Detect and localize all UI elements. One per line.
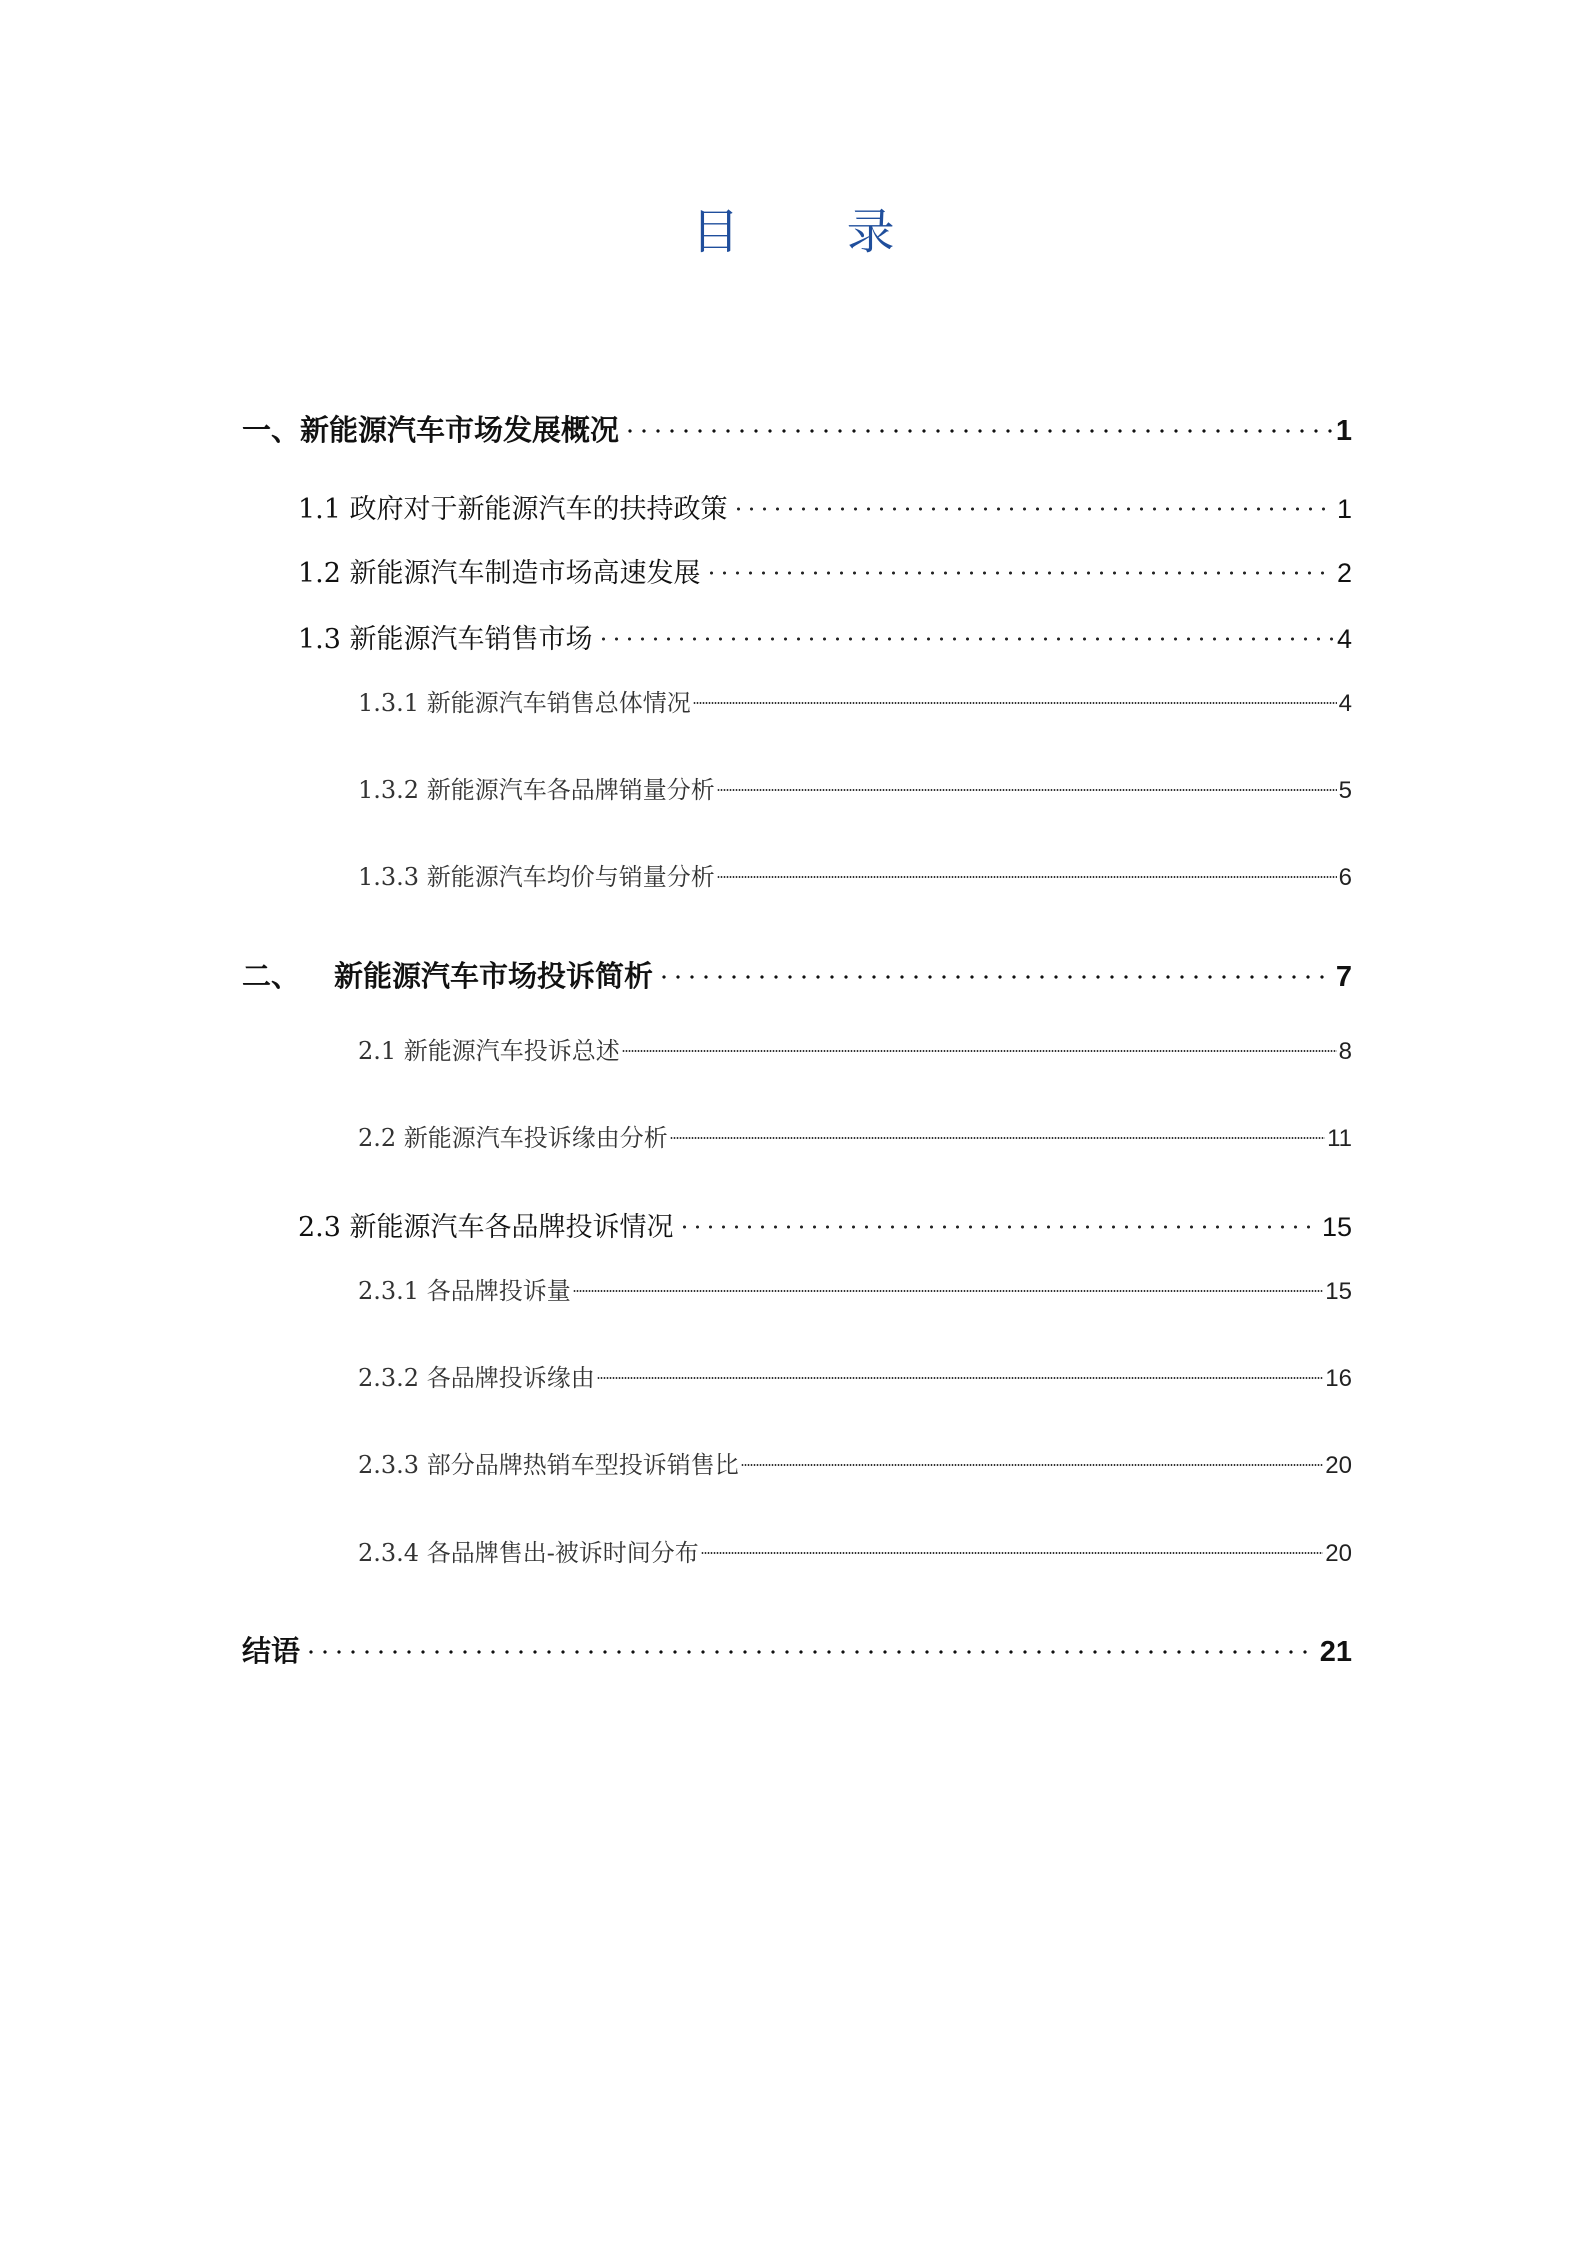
toc-page-number: 6 (1338, 864, 1352, 891)
toc-entry-label (242, 956, 653, 996)
dot-leader (623, 400, 1332, 440)
dot-leader (693, 677, 1337, 711)
toc-entry-label: 1.3.3 新能源汽车均价与销量分析 (358, 863, 715, 891)
dot-leader (717, 764, 1337, 798)
toc-page-number: 2 (1336, 558, 1352, 588)
toc-entry-2-1[interactable] (358, 1025, 1352, 1065)
toc-entry-1-3-2[interactable] (358, 764, 1352, 804)
chapter-number: 二、 (242, 959, 301, 993)
toc-entry-label: 2.3.2 各品牌投诉缘由 (358, 1364, 595, 1392)
toc-page-number: 4 (1336, 624, 1352, 654)
toc-entry-label: 1.3.2 新能源汽车各品牌销量分析 (358, 776, 715, 804)
dot-leader (732, 480, 1333, 518)
toc-entry-2-3-3[interactable] (358, 1439, 1352, 1479)
dot-leader (622, 1025, 1337, 1059)
toc-page-number: 20 (1325, 1540, 1352, 1567)
dot-leader (701, 1527, 1323, 1561)
chapter-title: 新能源汽车市场投诉简析 (334, 959, 654, 993)
toc-entry-label: 2.3.3 部分品牌热销车型投诉销售比 (358, 1451, 739, 1479)
toc-page-number: 1 (1335, 415, 1352, 447)
toc-entry-label: 2.3.1 各品牌投诉量 (358, 1277, 571, 1305)
dot-leader (304, 1621, 1316, 1661)
toc-entry-label: 1.1 政府对于新能源汽车的扶持政策 (298, 494, 728, 525)
toc-page-number: 1 (1336, 494, 1352, 524)
toc-entry-label: 1.3.1 新能源汽车销售总体情况 (358, 689, 691, 717)
toc-page-number: 20 (1325, 1452, 1352, 1479)
dot-leader (597, 610, 1333, 648)
dot-leader (717, 851, 1337, 885)
toc-entry-1-3-3[interactable] (358, 851, 1352, 891)
page-title: 目 录 (691, 204, 941, 260)
toc-page-number: 11 (1327, 1125, 1352, 1152)
toc-page-number: 8 (1338, 1038, 1352, 1065)
toc-entry-2-3-2[interactable] (358, 1352, 1352, 1392)
dot-leader (741, 1439, 1324, 1473)
toc-page-number: 15 (1321, 1212, 1352, 1242)
toc-entry-label: 2.3 新能源汽车各品牌投诉情况 (298, 1212, 674, 1243)
toc-page-number: 7 (1335, 961, 1352, 993)
dot-leader (678, 1198, 1318, 1236)
toc-page-number: 4 (1338, 690, 1352, 717)
toc-entry-2-3-1[interactable] (358, 1265, 1352, 1305)
toc-entry-label: 一、新能源汽车市场发展概况 (242, 413, 620, 447)
toc-entry-label: 结语 (242, 1634, 301, 1668)
toc-page-number: 16 (1325, 1365, 1352, 1392)
toc-entry-label: 2.2 新能源汽车投诉缘由分析 (358, 1124, 668, 1152)
toc-entry-1-2[interactable] (298, 544, 1352, 589)
toc-entry-1-3[interactable] (298, 610, 1352, 655)
dot-leader (597, 1352, 1324, 1386)
dot-leader (657, 946, 1332, 986)
toc-entry-1-1[interactable] (298, 480, 1352, 525)
toc-page-number: 21 (1319, 1636, 1352, 1668)
dot-leader (670, 1112, 1325, 1146)
toc-entry-2-3[interactable] (298, 1198, 1352, 1243)
toc-entry-2-3-4[interactable] (358, 1527, 1352, 1567)
toc-entry-label: 1.3 新能源汽车销售市场 (298, 624, 593, 655)
toc-entry-chapter-1[interactable] (242, 400, 1352, 447)
toc-entry-2-2[interactable] (358, 1112, 1352, 1152)
toc-page-number: 15 (1325, 1278, 1352, 1305)
toc-entry-label: 1.2 新能源汽车制造市场高速发展 (298, 558, 701, 589)
toc-entry-chapter-2[interactable] (242, 946, 1352, 993)
toc-entry-conclusion[interactable] (242, 1621, 1352, 1668)
toc-entry-label: 2.1 新能源汽车投诉总述 (358, 1037, 620, 1065)
toc-page-number: 5 (1338, 777, 1352, 804)
toc-entry-label: 2.3.4 各品牌售出-被诉时间分布 (358, 1539, 699, 1567)
dot-leader (573, 1265, 1324, 1299)
toc-entry-1-3-1[interactable] (358, 677, 1352, 717)
dot-leader (705, 544, 1333, 582)
